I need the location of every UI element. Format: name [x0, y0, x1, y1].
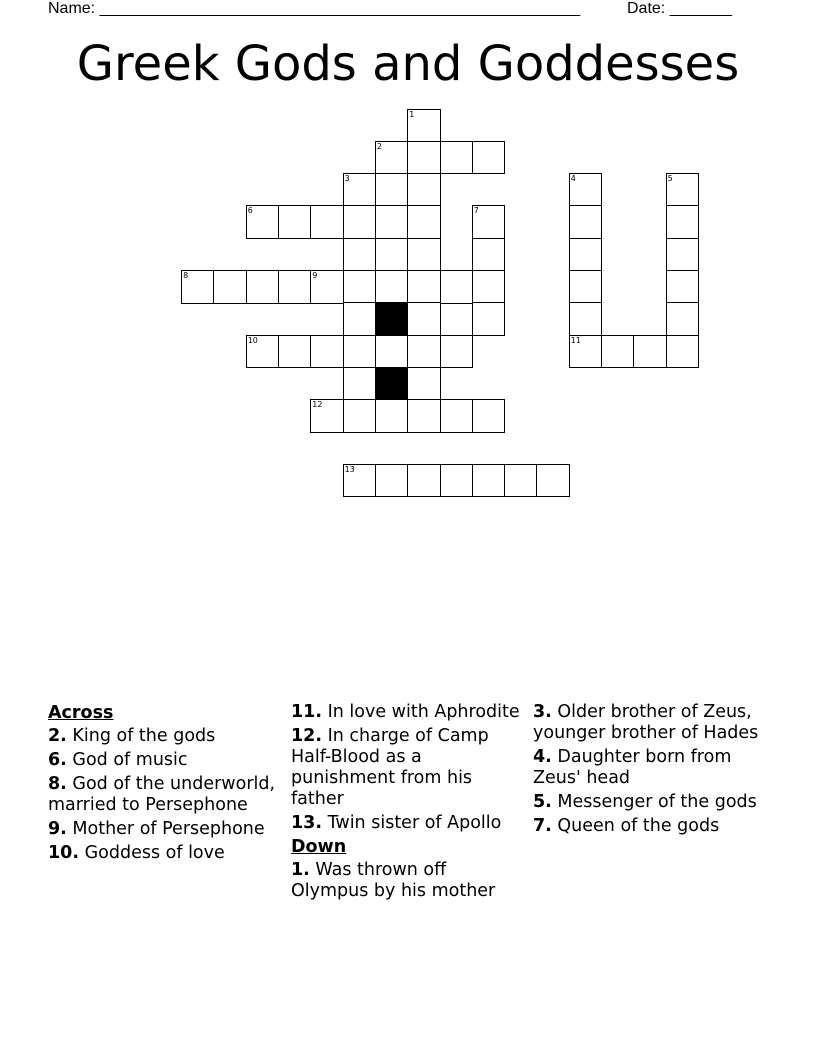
clue-column-1 — [48, 702, 284, 867]
grid-cell[interactable] — [407, 205, 441, 239]
grid-cell[interactable] — [375, 141, 409, 175]
grid-cell[interactable] — [407, 141, 441, 175]
cell-number: 4 — [570, 174, 576, 184]
grid-cell[interactable] — [375, 205, 409, 239]
grid-cell[interactable] — [633, 335, 667, 369]
cell-number: 7 — [473, 206, 479, 216]
clue-across-13 — [291, 813, 523, 834]
clue-across-9 — [48, 819, 284, 840]
cell-number: 13 — [344, 464, 355, 474]
clue-number: 3. — [533, 702, 552, 722]
grid-cell[interactable] — [536, 464, 570, 498]
clue-across-10 — [48, 843, 284, 864]
grid-cell[interactable] — [666, 238, 700, 272]
grid-cell[interactable] — [343, 464, 377, 498]
grid-cell[interactable] — [666, 302, 700, 336]
grid-cell[interactable] — [440, 399, 474, 433]
name-line: Name: ______________________________________________________ — [48, 0, 581, 17]
grid-cell[interactable] — [407, 335, 441, 369]
grid-cell[interactable] — [569, 205, 603, 239]
grid-cell[interactable] — [375, 464, 409, 498]
grid-cell[interactable] — [343, 367, 377, 401]
grid-cell[interactable] — [601, 335, 635, 369]
cell-number: 3 — [344, 174, 350, 184]
grid-cell[interactable] — [569, 238, 603, 272]
clue-number: 4. — [533, 747, 552, 767]
cell-number: 6 — [247, 206, 253, 216]
grid-cell[interactable] — [440, 464, 474, 498]
grid-cell[interactable] — [472, 302, 506, 336]
clue-number: 8. — [48, 774, 67, 794]
clue-number: 12. — [291, 726, 323, 746]
clue-text: Queen of the gods — [557, 816, 720, 836]
clue-text: Was thrown off Olympus by his mother — [291, 860, 496, 901]
grid-cell[interactable] — [407, 399, 441, 433]
grid-cell[interactable] — [440, 141, 474, 175]
grid-cell[interactable] — [666, 173, 700, 207]
clue-across-8 — [48, 774, 284, 816]
grid-cell[interactable] — [213, 270, 247, 304]
clue-text: God of music — [72, 750, 188, 770]
grid-cell[interactable] — [343, 302, 377, 336]
date-line: Date: _______ — [627, 0, 732, 17]
grid-cell[interactable] — [343, 238, 377, 272]
grid-cell[interactable] — [407, 464, 441, 498]
cell-number: 10 — [247, 335, 258, 345]
grid-cell[interactable] — [343, 205, 377, 239]
clue-text: Daughter born from Zeus' head — [533, 747, 732, 788]
clue-number: 13. — [291, 813, 323, 833]
grid-cell[interactable] — [407, 367, 441, 401]
grid-cell[interactable] — [246, 335, 280, 369]
clue-across-6 — [48, 750, 284, 771]
clue-text: Mother of Persephone — [72, 819, 265, 839]
grid-cell[interactable] — [569, 335, 603, 369]
clue-number: 6. — [48, 750, 67, 770]
grid-cell[interactable] — [375, 399, 409, 433]
grid-cell[interactable] — [310, 270, 344, 304]
clue-down-3 — [533, 702, 769, 744]
grid-cell[interactable] — [666, 270, 700, 304]
clue-down-4 — [533, 747, 769, 789]
grid-cell[interactable] — [310, 335, 344, 369]
clue-down-5 — [533, 792, 769, 813]
clue-column-2 — [291, 702, 523, 905]
clue-across-2 — [48, 726, 284, 747]
clue-number: 7. — [533, 816, 552, 836]
clue-number: 10. — [48, 843, 80, 863]
grid-cell[interactable] — [278, 335, 312, 369]
grid-cell[interactable] — [407, 270, 441, 304]
clue-number: 1. — [291, 860, 310, 880]
cell-number: 12 — [312, 400, 323, 410]
clue-number: 2. — [48, 726, 67, 746]
grid-cell[interactable] — [246, 270, 280, 304]
clue-across-11 — [291, 702, 523, 723]
clue-text: Messenger of the gods — [557, 792, 757, 812]
clue-text: In charge of Camp Half-Blood as a punishment from his father — [291, 726, 489, 809]
grid-cell[interactable] — [472, 270, 506, 304]
clue-text: Twin sister of Apollo — [327, 813, 502, 833]
grid-cell[interactable] — [472, 464, 506, 498]
grid-cell[interactable] — [407, 302, 441, 336]
across-heading: Across — [48, 703, 114, 723]
grid-cell[interactable] — [472, 399, 506, 433]
grid-cell[interactable] — [310, 205, 344, 239]
clue-down-7 — [533, 816, 769, 837]
grid-block-cell — [375, 302, 409, 336]
grid-cell[interactable] — [407, 238, 441, 272]
clue-text: Goddess of love — [84, 843, 225, 863]
grid-cell[interactable] — [472, 141, 506, 175]
grid-cell[interactable] — [407, 173, 441, 207]
grid-cell[interactable] — [375, 270, 409, 304]
grid-block-cell — [375, 367, 409, 401]
cell-number: 9 — [312, 271, 318, 280]
cell-number: 11 — [570, 335, 581, 345]
grid-cell[interactable] — [569, 302, 603, 336]
grid-cell[interactable] — [472, 205, 506, 239]
cell-number: 8 — [183, 271, 189, 280]
grid-cell[interactable] — [569, 173, 603, 207]
grid-cell[interactable] — [343, 270, 377, 304]
clue-text: Older brother of Zeus, younger brother of Hades — [533, 702, 759, 743]
grid-cell[interactable] — [246, 205, 280, 239]
page-title: Greek Gods and Goddesses — [76, 36, 740, 92]
grid-cell[interactable] — [569, 270, 603, 304]
clue-across-12 — [291, 726, 523, 810]
clue-number: 11. — [291, 702, 323, 722]
clue-number: 9. — [48, 819, 67, 839]
grid-cell[interactable] — [181, 270, 215, 304]
clue-text: God of the underworld, married to Persephone — [48, 774, 276, 815]
clue-text: In love with Aphrodite — [327, 702, 520, 722]
clue-text: King of the gods — [72, 726, 216, 746]
grid-cell[interactable] — [666, 205, 700, 239]
grid-cell[interactable] — [407, 109, 441, 143]
grid-cell[interactable] — [440, 270, 474, 304]
grid-cell[interactable] — [504, 464, 538, 498]
grid-cell[interactable] — [278, 270, 312, 304]
cell-number: 2 — [376, 141, 382, 151]
grid-cell[interactable] — [278, 205, 312, 239]
clue-column-3 — [533, 702, 769, 840]
grid-cell[interactable] — [666, 335, 700, 369]
grid-cell[interactable] — [375, 335, 409, 369]
clue-number: 5. — [533, 792, 552, 812]
cell-number: 1 — [409, 109, 415, 119]
grid-cell[interactable] — [310, 399, 344, 433]
down-heading: Down — [291, 837, 347, 857]
grid-cell[interactable] — [343, 335, 377, 369]
cell-number: 5 — [667, 174, 673, 184]
grid-cell[interactable] — [440, 335, 474, 369]
grid-cell[interactable] — [343, 399, 377, 433]
grid-cell[interactable] — [472, 238, 506, 272]
clue-down-1 — [291, 860, 523, 902]
grid-cell[interactable] — [343, 173, 377, 207]
